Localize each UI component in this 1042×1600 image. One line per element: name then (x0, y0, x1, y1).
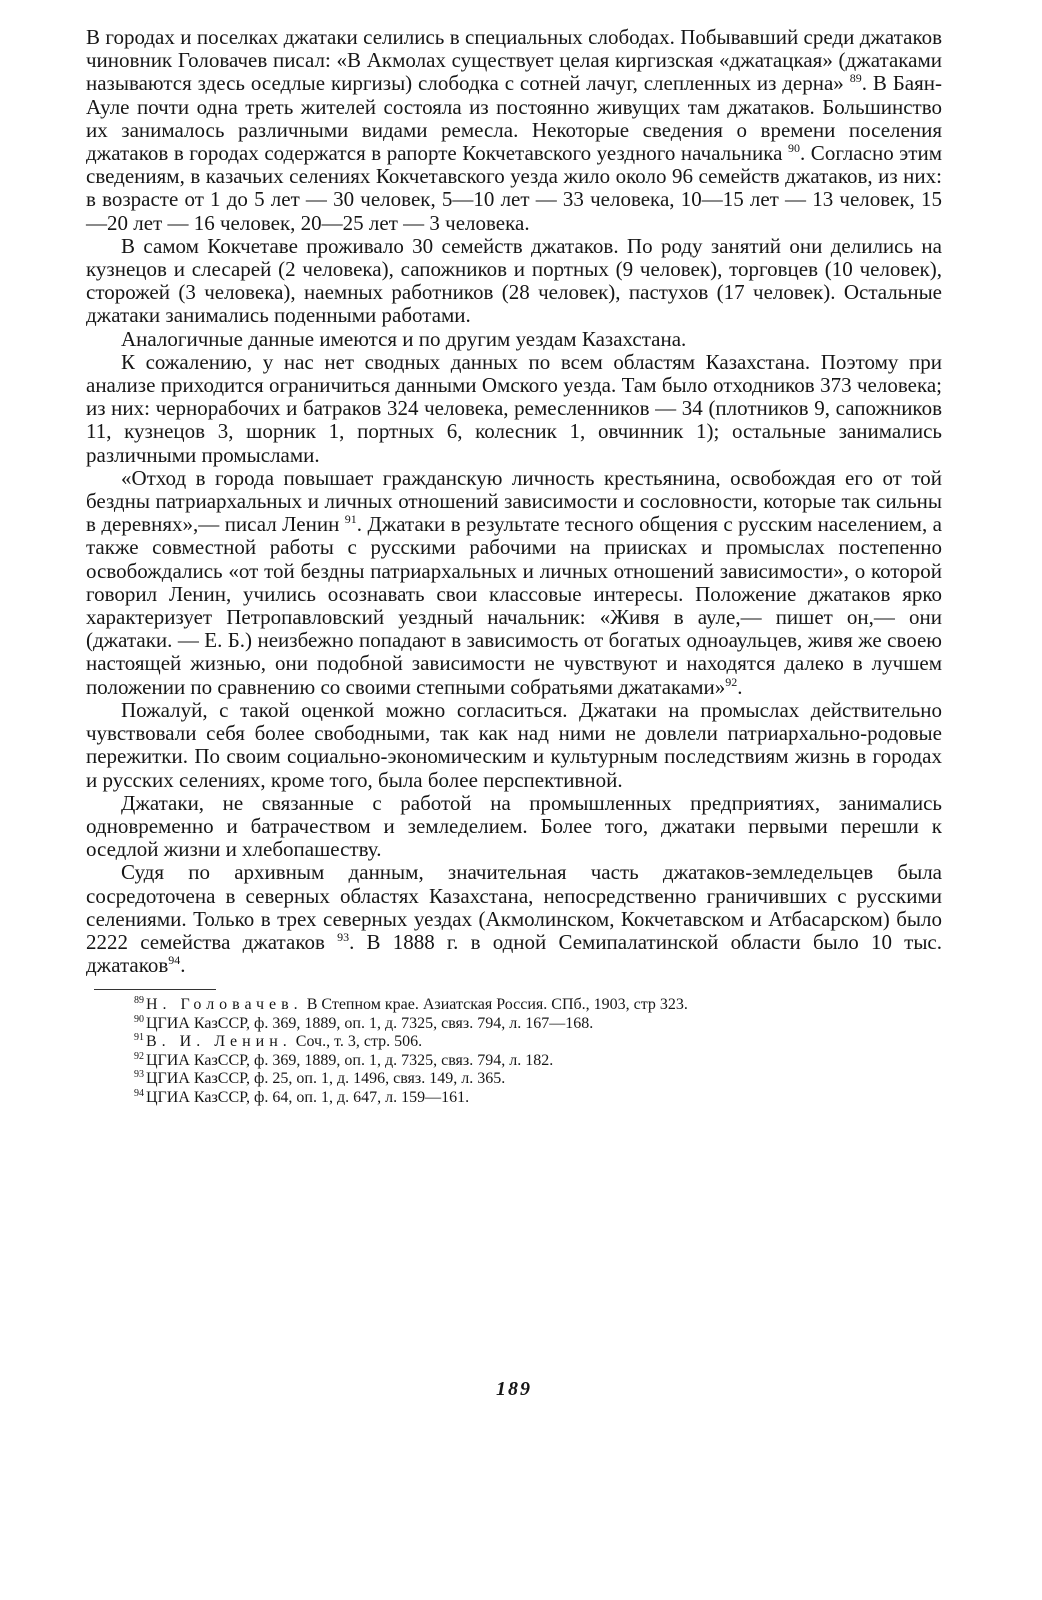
footnote-number: 91 (134, 1032, 144, 1043)
footnote (134, 1070, 942, 1089)
paragraph-text: Судя по архивным данным, значительная часть джатаков-земледельцев была сосредоточена в северных областях Казахстана, непосредственно граничивших с русскими селениями. Только в трех северных уездах (Акмолинском, Кокчетавском и Атбасарском) было 2222 семейства джатаков (86, 860, 942, 954)
footnote-reference: 94 (168, 953, 181, 968)
paragraph (86, 467, 942, 699)
footnote-text: ЦГИА КазССР, ф. 369, 1889, оп. 1, д. 7325, связ. 794, л. 182. (146, 1051, 554, 1069)
footnote (134, 1033, 942, 1052)
paragraph-text: Пожалуй, с такой оценкой можно согласиться. Джатаки на промыслах действительно чувствовали себя более свободными, так как над ними не довлели патриархально-родовые пережитки. По своим социально-экономическим и культурным последствиям жизнь в городах и русских селениях, кроме того, была более перспективной. (86, 697, 942, 792)
paragraph-text: . (737, 674, 743, 699)
paragraph-text: В самом Кокчетаве проживало 30 семейств джатаков. По роду занятий они делились на кузнецов и слесарей (2 человека), сапожников и портных (9 человек), торговцев (10 человек), сторожей (3 человека), наемных работников (28 человек), пастухов (17 человек). Остальные джатаки занимались поденными работами. (86, 233, 942, 328)
paragraph (86, 26, 942, 235)
paragraph (86, 792, 942, 862)
footnote-text: ЦГИА КазССР, ф. 369, 1889, оп. 1, д. 7325, связ. 794, л. 167—168. (146, 1014, 594, 1032)
footnote-divider (94, 989, 216, 990)
paragraph-text: . В 1888 г. в одной Семипалатинской области было 10 тыс. джатаков (86, 929, 942, 978)
footnote (134, 1015, 942, 1034)
footnote (134, 996, 942, 1015)
paragraph-text: . В Баян-Ауле почти одна треть жителей состояла из постоянно живущих там джатаков. Большинство их занималось различными видами ремесла. Некоторые сведения о времени поселения джатаков в городах содержатся в рапорте Кокчетавского уездного начальника (86, 71, 942, 166)
footnote (134, 1089, 942, 1108)
footnote-number: 90 (134, 1013, 144, 1025)
paragraph-text: . Джатаки в результате тесного общения с русским населением, а также совместной работы с русскими рабочими на приисках и промыслах постепенно освобождались «от той бездны патриархальных и личных отношений зависимости», о которой говорил Ленин, учились осознавать свои классовые интересы. Положение джатаков ярко характеризует Петропавловский уездный начальник: «Живя в ауле,— пишет он,— они (джатаки. — Е. Б.) неизбежно попадают в зависимость от богатых одноаульцев, живя же своею настоящей жизнью, они подобной зависимости не чувствуют и находятся далеко в лучшем положении по сравнению со своими степными собратьями джатаками» (86, 512, 942, 699)
footnote-text: Соч., т. 3, стр. 506. (291, 1033, 423, 1051)
paragraph (86, 235, 942, 328)
paragraph (86, 699, 942, 792)
footnote (134, 1052, 942, 1071)
footnote-number: 94 (134, 1087, 144, 1099)
document-page (86, 25, 942, 1400)
footnote-reference: 90 (788, 141, 801, 156)
paragraph-text: . Согласно этим сведениям, в казачьих селениях Кокчетавского уезда жило около 96 семейств джатаков, из них: в возрасте от 1 до 5 лет — 30 человек, 5—10 лет — 33 человека, 10—15 лет — 13 человек, 15—20 лет — 16 человек, 20—25 лет — 3 человека. (86, 141, 942, 235)
footnote-number: 93 (134, 1069, 144, 1080)
footnote-number: 92 (134, 1050, 144, 1062)
paragraph (86, 328, 942, 351)
paragraph-text: Джатаки, не связанные с работой на промышленных предприятиях, занимались одновременно и батрачеством и земледелием. Более того, джатаки первыми перешли к оседлой жизни и хлебопашеству. (86, 790, 942, 862)
footnote-reference: 93 (337, 929, 350, 944)
page-number: 189 (496, 1378, 532, 1400)
paragraph-text: К сожалению, у нас нет сводных данных по всем областям Казахстана. Поэтому при анализе приходится ограничиться данными Омского уезда. Там было отходников 373 человека; из них: чернорабочих и батраков 324 человека, ремесленников — 34 (плотников 9, сапожников 11, кузнецов 3, шорник 1, портных 6, колесник 1, овчинник 1); остальные занимались различными промыслами. (86, 349, 942, 467)
footnote-text: ЦГИА КазССР, ф. 64, оп. 1, д. 647, л. 159—161. (146, 1088, 470, 1106)
footnotes-section (134, 996, 942, 1107)
paragraph-text: В городах и поселках джатаки селились в специальных слободах. Побывавший среди джатаков чиновник Головачев писал: «В Акмолах существует целая киргизская «джатацкая» (джатаками называются здесь оседлые киргизы) слободка с сотней лачуг, слепленных из дерна» (86, 25, 942, 96)
paragraph-text: . (180, 953, 186, 978)
footnote-reference: 89 (849, 71, 862, 86)
footnote-reference: 92 (725, 674, 738, 689)
footnote-author: В. И. Ленин. (146, 1033, 292, 1051)
paragraph-text: «Отход в города повышает гражданскую личность крестьянина, освобождая его от той бездны патриархальных и личных отношений зависимости и сословности, которые так сильны в деревнях»,— писал Ленин (86, 465, 942, 537)
footnote-reference: 91 (344, 512, 357, 527)
footnote-author: Н. Головачев. (146, 996, 303, 1014)
paragraph-text: Аналогичные данные имеются и по другим уездам Казахстана. (121, 326, 687, 351)
paragraph (86, 861, 942, 977)
footnote-text: В Степном крае. Азиатская Россия. СПб., 1903, стр 323. (302, 996, 688, 1014)
footnote-number: 89 (134, 995, 144, 1006)
paragraph (86, 351, 942, 467)
main-text (86, 26, 942, 977)
footnote-text: ЦГИА КазССР, ф. 25, оп. 1, д. 1496, связ. 149, л. 365. (146, 1070, 506, 1088)
